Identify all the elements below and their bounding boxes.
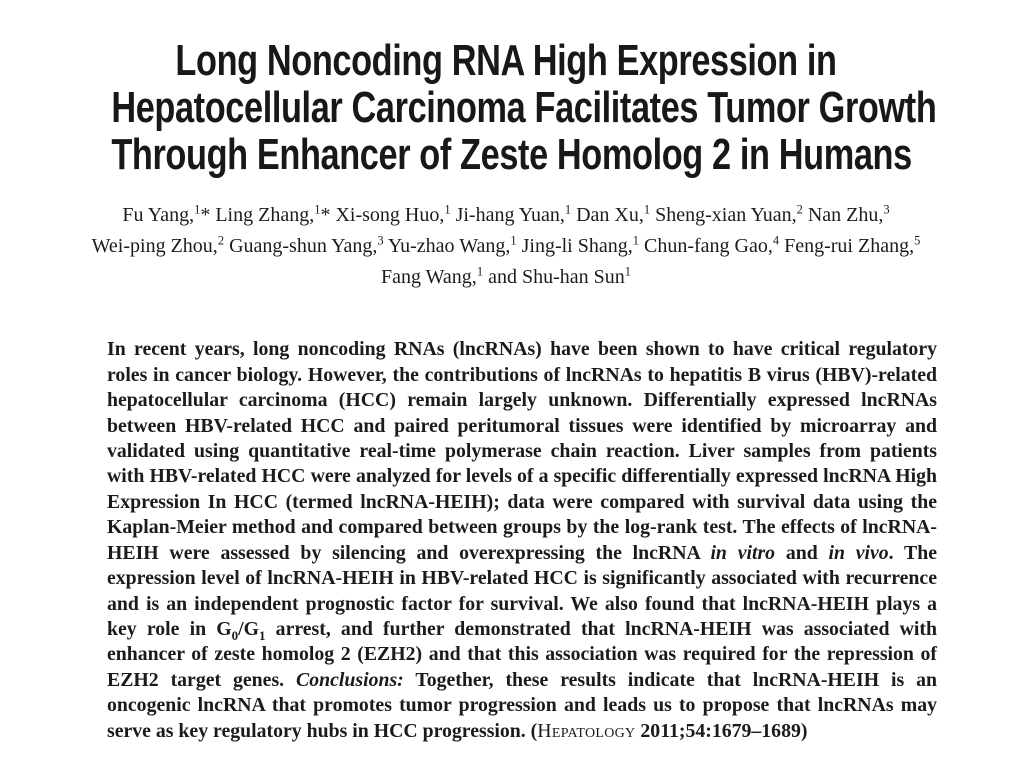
author-line-1: Fu Yang,$^1$* Ling Zhang,$^1$* Xi-song Huo,$^1$ Ji-hang Yuan,$^1$ Dan Xu,$^1$ Sheng-xian Yuan,$^2$ Nan Zhu,$^3$ (122, 202, 890, 227)
title-line-2: Hepatocellular Carcinoma Facilitates Tumor Growth (111, 83, 937, 133)
author-line-2: Wei-ping Zhou,$^2$ Guang-shun Yang,$^3$ Yu-zhao Wang,$^1$ Jing-li Shang,$^1$ Chun-fang Gao,$^4$ Feng-rui Zhang,$^5$ (91, 233, 921, 258)
abstract-section (107, 337, 937, 744)
title-line-1: Long Noncoding RNA High Expression in (175, 36, 837, 86)
paper-title (0, 21, 1012, 178)
author-list (0, 200, 1012, 293)
title-line-3: Through Enhancer of Zeste Homolog 2 in Humans (111, 130, 912, 180)
author-line-3: Fang Wang,$^1$ and Shu-han Sun$^1$ (381, 264, 631, 289)
abstract-text: In recent years, long noncoding RNAs (lncRNAs) have been shown to have critical regulatory roles in cancer biology. However, the contributions of lncRNAs to hepatitis B virus (HBV)-related hepatocellular carcinoma (HCC) remain largely unknown. Differentially expressed lncRNAs between HBV-related HCC and paired peritumoral tissues were identified by microarray and validated using quantitative real-time polymerase chain reaction. Liver samples from patients with HBV-related HCC were analyzed for levels of a specific differentially expressed lncRNA High Expression In HCC (termed lncRNA-HEIH); data were compared with survival data using the Kaplan-Meier method and compared between groups by the log-rank test. The effects of lncRNA-HEIH were assessed by silencing and overexpressing the lncRNA in vitro and in vivo. The expression level of lncRNA-HEIH in HBV-related HCC is significantly associated with recurrence and is an independent prognostic factor for survival. We also found that lncRNA-HEIH plays a key role in $G_0/G_1$ arrest, and further demonstrated that lncRNA-HEIH was associated with enhancer of zeste homolog 2 (EZH2) and that this association was required for the repression of EZH2 target genes. Conclusions: Together, these results indicate that lncRNA-HEIH is an oncogenic lncRNA that promotes tumor progression and leads us to propose that lncRNAs may serve as key regulatory hubs in HCC progression. (Hepatology 2011;54:1679–1689) (107, 338, 937, 742)
